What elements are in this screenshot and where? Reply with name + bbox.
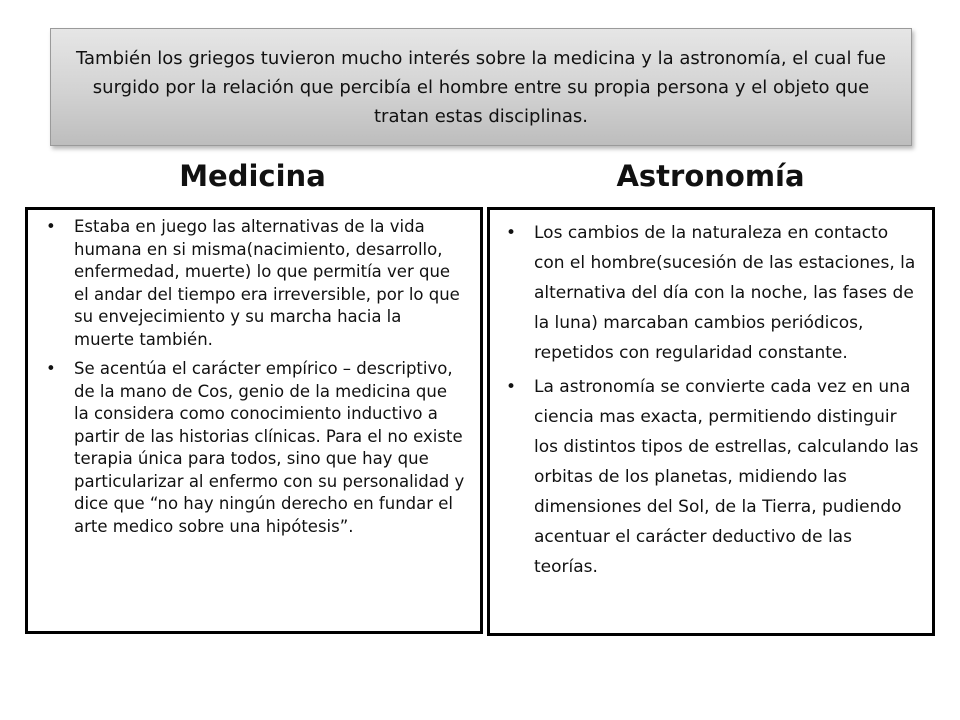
astronomia-bullet-text: La astronomía se convierte cada vez en una ciencia mas exacta, permitiendo distinguir los distintos tipos de estrellas, calculando las orbitas de los planetas, midiendo las dimensiones del Sol, de la Tierra, pudiendo acentuar el carácter deductivo de las teorías. [534, 377, 919, 577]
medicina-heading: Medicina [179, 159, 326, 193]
medicina-bullet-list [42, 216, 466, 538]
astronomia-panel [487, 207, 935, 636]
medicina-bullet-item [42, 216, 466, 351]
bullet-glyph: • [506, 377, 517, 397]
medicina-bullet-text: Estaba en juego las alternativas de la vida humana en si misma(nacimiento, desarrollo, enfermedad, muerte) lo que permitía ver que el andar del tiempo era irreversible, por lo que su envejecimiento y su marcha hacia la muerte también. [74, 217, 460, 349]
astronomia-bullet-item [502, 372, 920, 582]
medicina-panel [25, 207, 483, 634]
astronomia-heading: Astronomía [616, 159, 805, 193]
astronomia-bullet-list [502, 218, 920, 582]
astronomia-bullet-item [502, 218, 920, 368]
medicina-bullet-item [42, 358, 466, 538]
astronomia-bullet-text: Los cambios de la naturaleza en contacto con el hombre(sucesión de las estaciones, la alternativa del día con la noche, las fases de la luna) marcaban cambios periódicos, repetidos con regularidad constante. [534, 223, 916, 363]
medicina-bullet-text: Se acentúa el carácter empírico – descriptivo, de la mano de Cos, genio de la medicina que la considera como conocimiento inductivo a partir de las historias clínicas. Para el no existe terapia única para todos, sino que hay que particularizar al enfermo con su personalidad y dice que “no hay ningún derecho en fundar el arte medico sobre una hipótesis”. [74, 359, 465, 536]
intro-box [50, 28, 912, 146]
bullet-glyph: • [506, 223, 517, 243]
intro-text: También los griegos tuvieron mucho interés sobre la medicina y la astronomía, el cual fue surgido por la relación que percibía el hombre entre su propia persona y el objeto que tratan estas disciplinas. [76, 47, 886, 127]
bullet-glyph: • [46, 217, 56, 236]
bullet-glyph: • [46, 359, 56, 378]
